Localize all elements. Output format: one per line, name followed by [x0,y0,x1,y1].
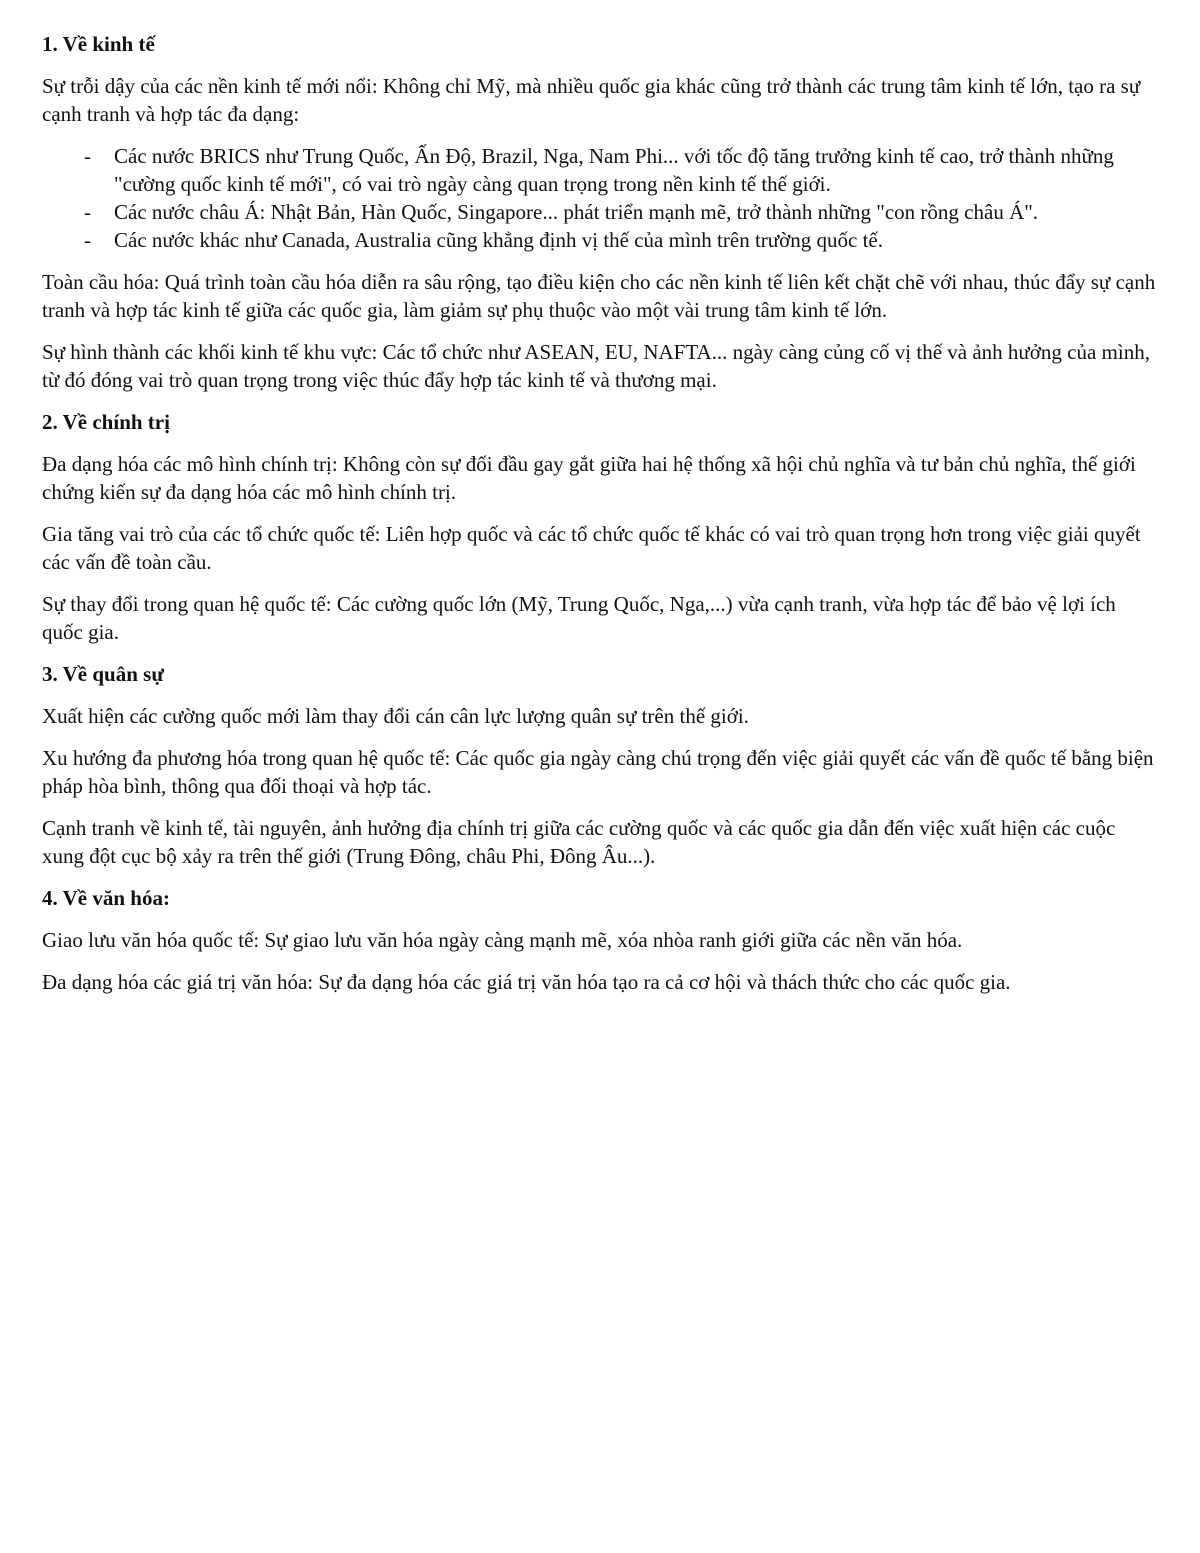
section-heading-military: 3. Về quân sự [42,662,164,686]
document-page [42,22,1160,1010]
list-item-text: Các nước BRICS như Trung Quốc, Ấn Độ, Brazil, Nga, Nam Phi... với tốc độ tăng trưởng kinh tế cao, trở thành những "cường quốc kinh tế mới", có vai trò ngày càng quan trọng trong nền kinh tế thế giới. [114,144,1114,196]
paragraph-new-powers: Xuất hiện các cường quốc mới làm thay đổi cán cân lực lượng quân sự trên thế giới. [42,704,749,728]
paragraph-political-models: Đa dạng hóa các mô hình chính trị: Không còn sự đối đầu gay gắt giữa hai hệ thống xã hội chủ nghĩa và tư bản chủ nghĩa, thế giới chứng kiến sự đa dạng hóa các mô hình chính trị. [42,452,1136,504]
list-item-text: Các nước khác như Canada, Australia cũng khẳng định vị thế của mình trên trường quốc tế. [114,228,883,252]
paragraph-international-relations: Sự thay đổi trong quan hệ quốc tế: Các cường quốc lớn (Mỹ, Trung Quốc, Nga,...) vừa cạnh tranh, vừa hợp tác để bảo vệ lợi ích quốc gia. [42,592,1116,644]
bullet-list-economies [42,142,1160,254]
list-item [42,142,1160,198]
paragraph-emerging-economies: Sự trỗi dậy của các nền kinh tế mới nổi: Không chỉ Mỹ, mà nhiều quốc gia khác cũng trở thành các trung tâm kinh tế lớn, tạo ra sự cạnh tranh và hợp tác đa dạng: [42,74,1141,126]
bullet-dash: - [84,144,91,168]
paragraph-conflicts: Cạnh tranh về kinh tế, tài nguyên, ảnh hưởng địa chính trị giữa các cường quốc và các quốc gia dẫn đến việc xuất hiện các cuộc xung đột cục bộ xảy ra trên thế giới (Trung Đông, châu Phi, Đông Âu...). [42,816,1116,868]
paragraph-regional-blocs: Sự hình thành các khối kinh tế khu vực: Các tổ chức như ASEAN, EU, NAFTA... ngày càng củng cố vị thế và ảnh hưởng của mình, từ đó đóng vai trò quan trọng trong việc thúc đẩy hợp tác kinh tế và thương mại. [42,340,1150,392]
list-item [42,226,1160,254]
bullet-dash: - [84,200,91,224]
section-heading-culture: 4. Về văn hóa: [42,886,170,910]
list-item [42,198,1160,226]
paragraph-multilateralism: Xu hướng đa phương hóa trong quan hệ quốc tế: Các quốc gia ngày càng chú trọng đến việc giải quyết các vấn đề quốc tế bằng biện pháp hòa bình, thông qua đối thoại và hợp tác. [42,746,1154,798]
section-heading-politics: 2. Về chính trị [42,410,170,434]
paragraph-international-organizations: Gia tăng vai trò của các tổ chức quốc tế: Liên hợp quốc và các tổ chức quốc tế khác có vai trò quan trọng hơn trong việc giải quyết các vấn đề toàn cầu. [42,522,1141,574]
paragraph-globalization: Toàn cầu hóa: Quá trình toàn cầu hóa diễn ra sâu rộng, tạo điều kiện cho các nền kinh tế liên kết chặt chẽ với nhau, thúc đẩy sự cạnh tranh và hợp tác kinh tế giữa các quốc gia, làm giảm sự phụ thuộc vào một vài trung tâm kinh tế lớn. [42,270,1156,322]
section-heading-economy: 1. Về kinh tế [42,32,155,56]
list-item-text: Các nước châu Á: Nhật Bản, Hàn Quốc, Singapore... phát triển mạnh mẽ, trở thành những "con rồng châu Á". [114,200,1039,224]
bullet-dash: - [84,228,91,252]
paragraph-cultural-exchange: Giao lưu văn hóa quốc tế: Sự giao lưu văn hóa ngày càng mạnh mẽ, xóa nhòa ranh giới giữa các nền văn hóa. [42,928,963,952]
paragraph-cultural-diversity: Đa dạng hóa các giá trị văn hóa: Sự đa dạng hóa các giá trị văn hóa tạo ra cả cơ hội và thách thức cho các quốc gia. [42,970,1011,994]
